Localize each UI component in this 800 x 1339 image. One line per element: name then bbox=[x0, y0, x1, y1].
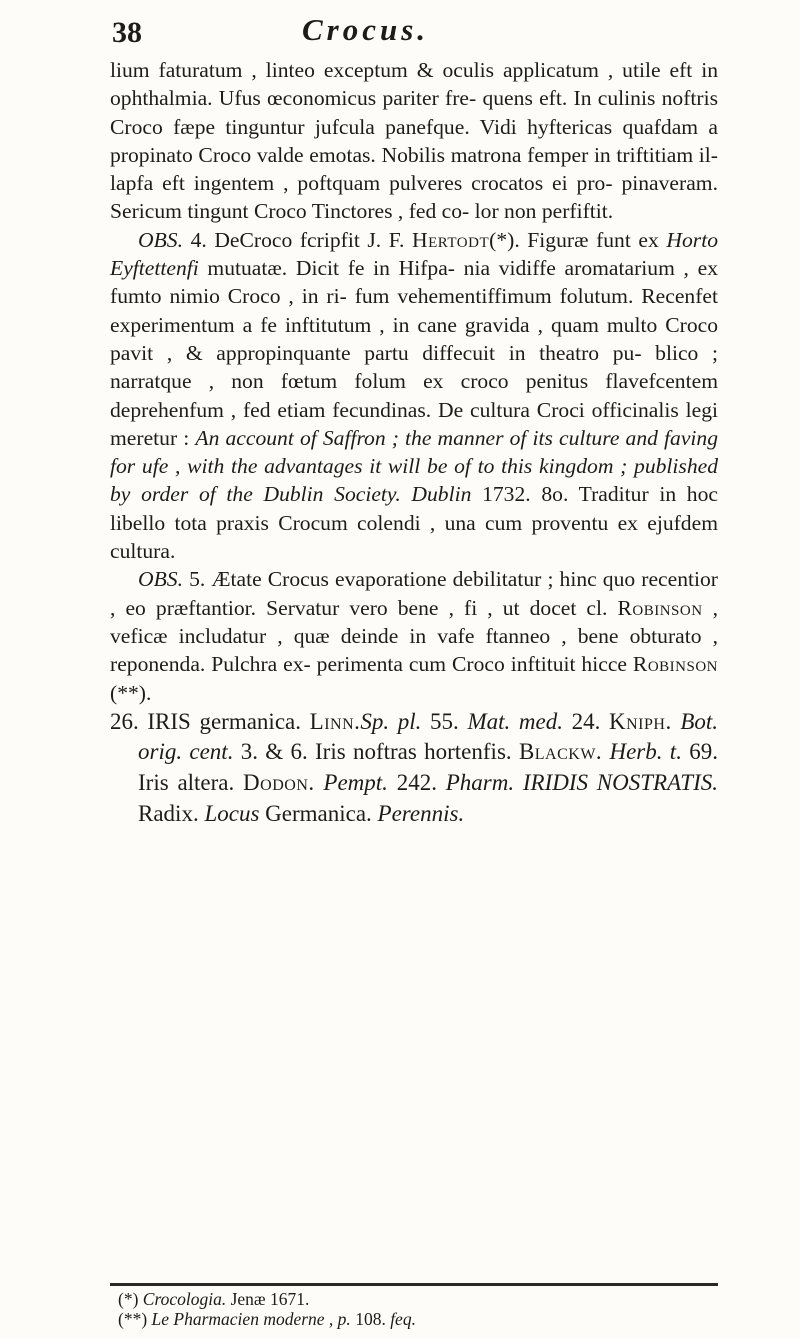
iris-herb: Herb. t. bbox=[609, 739, 682, 765]
footnote-rule bbox=[110, 1283, 718, 1286]
author-linn: Linn. bbox=[309, 708, 361, 734]
iris-text-a: 55. bbox=[421, 708, 468, 734]
footnote-2-mark: (**) bbox=[118, 1309, 148, 1329]
iris-text-c: 3. & 6. Iris noftras hortenfis. bbox=[233, 739, 519, 765]
footnote-2-seq: feq. bbox=[390, 1309, 416, 1329]
iris-text-d: 69. Iris altera. bbox=[138, 739, 718, 796]
author-kniph: Kniph. bbox=[609, 708, 672, 734]
obs-5-text-a: 5. Ætate Crocus evaporatione debilitatur ; hinc quo recentior , eo præftantior. Servatur vero bene , fi , ut docet cl. bbox=[110, 567, 718, 620]
obs-4-italic-horto: Horto Eyftettenfi bbox=[110, 227, 718, 281]
page-body bbox=[110, 56, 718, 829]
paragraph-obs-5 bbox=[110, 565, 718, 706]
obs-5-text-b: , veficæ includatur , quæ deinde in vafe ftanneo , bene obturato , reponenda. Pulchra ex- perimenta cum Croco inftituit hicce bbox=[110, 595, 719, 677]
obs-label: OBS. bbox=[138, 567, 183, 592]
footnote-1-title: Crocologia. bbox=[142, 1289, 227, 1309]
obs-4-text-b: (*). Figuræ funt ex bbox=[489, 227, 667, 252]
paragraph-obs-4 bbox=[110, 226, 718, 566]
author-robinson: Robinson bbox=[617, 595, 703, 620]
iris-text-e: 242. bbox=[387, 770, 446, 796]
iris-mat-med: Mat. med. bbox=[467, 708, 563, 734]
obs-5-text-c: (**). bbox=[110, 680, 152, 705]
entry-iris-text bbox=[110, 707, 719, 829]
paragraph-1 bbox=[110, 56, 718, 226]
obs-label: OBS. bbox=[138, 227, 183, 252]
iris-text-b: 24. bbox=[562, 708, 609, 734]
footnote-2 bbox=[118, 1309, 718, 1329]
iris-pempt: Pempt. bbox=[323, 770, 388, 796]
footnote-1-mark: (*) bbox=[118, 1289, 139, 1309]
obs-4-italic-title: An account of Saffron ; the manner of its culture and faving for ufe , with the advantages it will be of to this kingdom ; published by order of the Dublin Society. Dublin bbox=[110, 425, 718, 507]
author-dodon: Dodon. bbox=[243, 770, 315, 796]
footnotes bbox=[118, 1289, 718, 1329]
obs-4-text-d: 1732. 8o. Traditur in hoc libello tota praxis Crocum colendi , una cum proventu ex ejufdem cultura. bbox=[110, 482, 718, 564]
paragraph-1-text: lium faturatum , linteo exceptum & oculis applicatum , utile eft in ophthalmia. Ufus œconomicus pariter fre- quens eft. In culinis noftris Croco fæpe tinguntur jufcula panefque. Vidi hyftericas quafdam a propinato Croco valde emotas. Nobilis matrona femper in triftitiam il- lapfa eft ingentem , poftquam pulveres crocatos ei pro- pinaveram. Sericum tingunt Croco Tinctores , fed co- lor non perfiftit. bbox=[110, 58, 718, 224]
footnote-2-text: 108. bbox=[350, 1309, 391, 1329]
iris-bot-orig: Bot. orig. cent. bbox=[138, 708, 719, 765]
footnote-2-title: Le Pharmacien moderne , p. bbox=[151, 1309, 351, 1329]
iris-pharm: Pharm. IRIDIS NOSTRATIS. bbox=[445, 770, 718, 796]
footnote-1 bbox=[118, 1289, 718, 1309]
iris-heading: 26. IRIS germanica. bbox=[110, 708, 310, 734]
iris-text-f: Radix. bbox=[138, 800, 205, 826]
author-hertodt: Hertodt bbox=[412, 227, 490, 252]
author-blackw: Blackw. bbox=[518, 739, 603, 765]
iris-locus: Locus bbox=[204, 800, 260, 826]
obs-4-text-a: 4. DeCroco fcripfit J. F. bbox=[182, 227, 413, 252]
entry-iris-germanica bbox=[110, 707, 718, 829]
running-head: Crocus. bbox=[302, 12, 430, 47]
iris-text-g: Germanica. bbox=[259, 800, 378, 826]
page-number: 38 bbox=[112, 16, 142, 49]
obs-4-text-c: mutuatæ. Dicit fe in Hifpa- nia vidiffe aromatarium , ex fumto nimio Croco , in ri- fum vehementiffimum folutum. Recenfet experimentum a fe inftitutum , in cane gravida , quam multo Croco pavit , & appropinquante partu diffecuit in theatro pu- blico ; narratque , non fœtum folum ex croco penitus flavefcentem deprehenfum , fed etiam fecundinas. De cultura Croci officinalis legi meretur : bbox=[110, 256, 718, 450]
iris-perennis: Perennis. bbox=[377, 800, 465, 826]
iris-sp-pl: Sp. pl. bbox=[360, 708, 422, 734]
author-robinson: Robinson bbox=[632, 652, 718, 677]
footnote-1-text: Jenæ 1671. bbox=[226, 1289, 310, 1309]
page-header bbox=[112, 12, 712, 52]
